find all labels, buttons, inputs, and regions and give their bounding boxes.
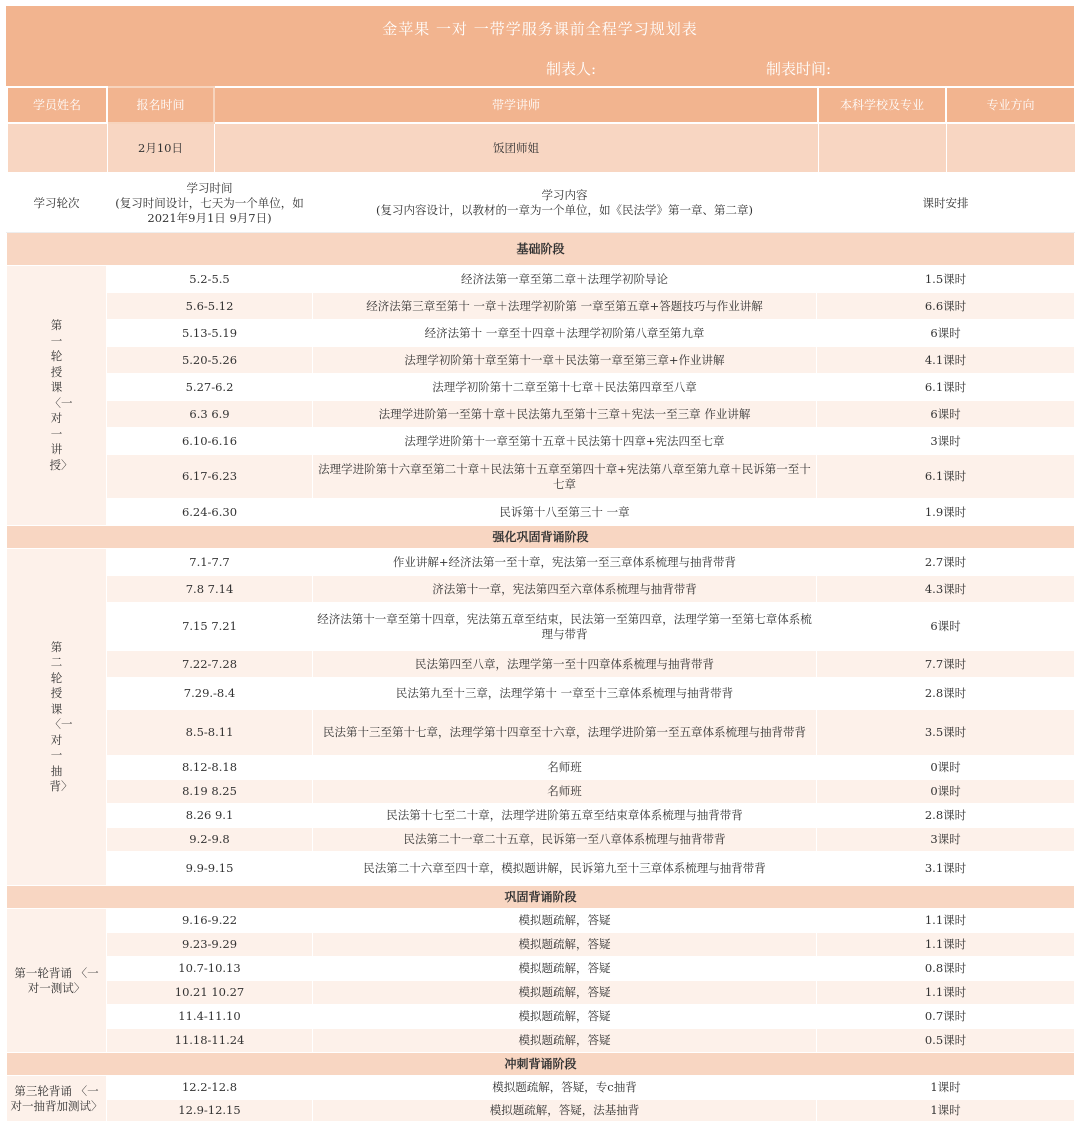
- hours-cell: 2.8课时: [817, 804, 1075, 828]
- title-banner: [6, 6, 1074, 86]
- content-cell: 经济法第十一章至第十四章，宪法第五章至结束，民法第一至第四章，法理学第一至第七章体系梳理与带背: [313, 603, 817, 651]
- content-header-title: 学习内容: [541, 188, 588, 202]
- hours-cell: 1.1课时: [817, 981, 1075, 1005]
- time-cell: 5.27-6.2: [107, 374, 313, 401]
- col-school-major: 本科学校及专业: [818, 87, 946, 123]
- table-row: [7, 401, 1075, 428]
- content-cell: 法理学初阶第十二章至第十七章＋民法第四章至八章: [313, 374, 817, 401]
- table-row: [7, 603, 1075, 651]
- hours-cell: 3.5课时: [817, 710, 1075, 756]
- table-row: [7, 293, 1075, 320]
- content-cell: 民法第十七至二十章，法理学进阶第五章至结束章体系梳理与抽背带背: [313, 804, 817, 828]
- col-student-name: 学员姓名: [7, 87, 107, 123]
- hours-header: 课时安排: [817, 174, 1075, 233]
- time-cell: 6.24-6.30: [107, 499, 313, 526]
- time-cell: 10.21 10.27: [107, 981, 313, 1005]
- maker-label: 制表人:: [546, 60, 597, 78]
- time-cell: 6.3 6.9: [107, 401, 313, 428]
- stage-row: [7, 886, 1075, 909]
- hours-cell: 0课时: [817, 780, 1075, 804]
- content-cell: 民诉第十八至第三十 一章: [313, 499, 817, 526]
- schedule-table: [6, 173, 1075, 1122]
- table-row: [7, 651, 1075, 678]
- hours-cell: 2.7课时: [817, 549, 1075, 576]
- time-cell: 5.13-5.19: [107, 320, 313, 347]
- time-cell: 11.18-11.24: [107, 1029, 313, 1053]
- table-row: [7, 852, 1075, 886]
- time-header-title: 学习时间: [186, 180, 233, 195]
- content-cell: 名师班: [313, 756, 817, 780]
- time-cell: 9.9-9.15: [107, 852, 313, 886]
- hours-cell: 0.8课时: [817, 957, 1075, 981]
- content-cell: 济法第十一章，宪法第四至六章体系梳理与抽背带背: [313, 576, 817, 603]
- table-row: [7, 1100, 1075, 1122]
- table-row: [7, 710, 1075, 756]
- enroll-date-cell[interactable]: 2月10日: [107, 123, 214, 173]
- round-cell: 第三轮背诵 〈一对一抽背加测试〉: [7, 1076, 107, 1122]
- time-cell: 7.22-7.28: [107, 651, 313, 678]
- hours-cell: 4.3课时: [817, 576, 1075, 603]
- content-header: [313, 174, 817, 233]
- col-direction: 专业方向: [946, 87, 1075, 123]
- content-cell: 模拟题疏解，答疑: [313, 933, 817, 957]
- schedule-header-row: [7, 174, 1075, 233]
- hours-cell: 1.1课时: [817, 933, 1075, 957]
- table-row: [7, 1076, 1075, 1100]
- time-label: 制表时间:: [766, 60, 832, 78]
- content-cell: 法理学进阶第十一章至第十五章＋民法第十四章+宪法四至七章: [313, 428, 817, 455]
- table-row: [7, 909, 1075, 933]
- stage-row: [7, 1053, 1075, 1076]
- table-row: [7, 455, 1075, 499]
- time-cell: 8.26 9.1: [107, 804, 313, 828]
- content-cell: 民法第十三至第十七章，法理学第十四章至十六章，法理学进阶第一至五章体系梳理与抽背带背: [313, 710, 817, 756]
- table-row: [7, 756, 1075, 780]
- time-cell: 5.20-5.26: [107, 347, 313, 374]
- content-cell: 民法第二十一章二十五章，民诉第一至八章体系梳理与抽背带背: [313, 828, 817, 852]
- table-row: [7, 266, 1075, 293]
- student-name-cell[interactable]: [7, 123, 107, 173]
- time-cell: 9.23-9.29: [107, 933, 313, 957]
- content-cell: 法理学初阶第十章至第十一章＋民法第一章至第三章+作业讲解: [313, 347, 817, 374]
- student-info-table: [6, 86, 1076, 173]
- time-cell: 9.16-9.22: [107, 909, 313, 933]
- hours-cell: 0.7课时: [817, 1005, 1075, 1029]
- round-cell: [7, 549, 107, 886]
- hours-cell: 1课时: [817, 1076, 1075, 1100]
- stage-row: [7, 233, 1075, 266]
- hours-cell: 7.7课时: [817, 651, 1075, 678]
- table-row: [7, 374, 1075, 401]
- table-row: [7, 549, 1075, 576]
- lecturer-cell[interactable]: 饭团师姐: [214, 123, 818, 173]
- content-cell: 民法第九至十三章，法理学第十 一章至十三章体系梳理与抽背带背: [313, 678, 817, 710]
- time-cell: 9.2-9.8: [107, 828, 313, 852]
- hours-cell: 6课时: [817, 401, 1075, 428]
- table-row: [7, 957, 1075, 981]
- table-row: [7, 347, 1075, 374]
- content-cell: 作业讲解+经济法第一至十章，宪法第一至三章体系梳理与抽背带背: [313, 549, 817, 576]
- hours-cell: 1课时: [817, 1100, 1075, 1122]
- time-cell: 7.1-7.7: [107, 549, 313, 576]
- content-cell: 模拟题疏解，答疑: [313, 909, 817, 933]
- hours-cell: 0.5课时: [817, 1029, 1075, 1053]
- content-cell: 经济法第一章至第二章＋法理学初阶导论: [313, 266, 817, 293]
- table-row: [7, 320, 1075, 347]
- hours-cell: 2.8课时: [817, 678, 1075, 710]
- hours-cell: 3课时: [817, 828, 1075, 852]
- table-row: [7, 780, 1075, 804]
- time-cell: 12.2-12.8: [107, 1076, 313, 1100]
- col-enroll-date: 报名时间: [107, 87, 214, 123]
- hours-cell: 1.1课时: [817, 909, 1075, 933]
- time-cell: 7.29.-8.4: [107, 678, 313, 710]
- content-cell: 经济法第十 一章至十四章＋法理学初阶第八章至第九章: [313, 320, 817, 347]
- hours-cell: 6课时: [817, 320, 1075, 347]
- table-row: [7, 1005, 1075, 1029]
- time-cell: 10.7-10.13: [107, 957, 313, 981]
- content-header-note: (复习内容设计，以教材的一章为一个单位，如《民法学》第一章、第二章): [376, 203, 753, 217]
- stage-title: 强化巩固背诵阶段: [7, 526, 1075, 549]
- time-cell: 5.2-5.5: [107, 266, 313, 293]
- round-header: 学习轮次: [7, 174, 107, 233]
- time-header-note: (复习时间设计，七天为一个单位，如2021年9月1日 9月7日): [115, 195, 304, 225]
- content-cell: 模拟题疏解，答疑: [313, 957, 817, 981]
- time-cell: 12.9-12.15: [107, 1100, 313, 1122]
- round-label: 第二轮授课〈一对一抽背〉: [49, 639, 73, 793]
- hours-cell: 6.1课时: [817, 455, 1075, 499]
- table-row: [7, 499, 1075, 526]
- hours-cell: 1.5课时: [817, 266, 1075, 293]
- table-row: [7, 828, 1075, 852]
- page-title: 金苹果 一对 一带学服务课前全程学习规划表: [382, 20, 698, 38]
- content-cell: 名师班: [313, 780, 817, 804]
- hours-cell: 6.1课时: [817, 374, 1075, 401]
- content-cell: 模拟题疏解，答疑，法基抽背: [313, 1100, 817, 1122]
- round-cell: 第一轮背诵 〈一对一测试〉: [7, 909, 107, 1053]
- content-cell: 法理学进阶第十六章至第二十章＋民法第十五章至第四十章+宪法第八章至第九章＋民诉第一至十七章: [313, 455, 817, 499]
- content-cell: 民法第四至八章，法理学第一至十四章体系梳理与抽背带背: [313, 651, 817, 678]
- content-cell: 模拟题疏解，答疑: [313, 1005, 817, 1029]
- hours-cell: 3.1课时: [817, 852, 1075, 886]
- table-row: [7, 1029, 1075, 1053]
- time-cell: 11.4-11.10: [107, 1005, 313, 1029]
- time-header: [107, 174, 313, 233]
- hours-cell: 1.9课时: [817, 499, 1075, 526]
- time-cell: 8.12-8.18: [107, 756, 313, 780]
- content-cell: 模拟题疏解，答疑: [313, 981, 817, 1005]
- time-cell: 8.19 8.25: [107, 780, 313, 804]
- stage-title: 冲刺背诵阶段: [7, 1053, 1075, 1076]
- hours-cell: 0课时: [817, 756, 1075, 780]
- time-cell: 8.5-8.11: [107, 710, 313, 756]
- content-cell: 模拟题疏解，答疑: [313, 1029, 817, 1053]
- round-cell: [7, 266, 107, 526]
- round-label: 第一轮授课〈一对一讲授〉: [49, 318, 73, 472]
- table-row: [7, 933, 1075, 957]
- table-row: [7, 981, 1075, 1005]
- stage-title: 巩固背诵阶段: [7, 886, 1075, 909]
- table-row: [7, 428, 1075, 455]
- stage-title: 基础阶段: [7, 233, 1075, 266]
- info-value-row: [7, 123, 1075, 173]
- content-cell: 模拟题疏解，答疑，专c抽背: [313, 1076, 817, 1100]
- school-major-cell[interactable]: [818, 123, 946, 173]
- time-cell: 7.8 7.14: [107, 576, 313, 603]
- hours-cell: 6.6课时: [817, 293, 1075, 320]
- col-lecturer: 带学讲师: [214, 87, 818, 123]
- table-row: [7, 804, 1075, 828]
- time-cell: 5.6-5.12: [107, 293, 313, 320]
- time-cell: 6.10-6.16: [107, 428, 313, 455]
- table-row: [7, 678, 1075, 710]
- time-cell: 6.17-6.23: [107, 455, 313, 499]
- hours-cell: 4.1课时: [817, 347, 1075, 374]
- info-header-row: [7, 87, 1075, 123]
- table-row: [7, 576, 1075, 603]
- content-cell: 法理学进阶第一至第十章＋民法第九至第十三章＋宪法一至三章 作业讲解: [313, 401, 817, 428]
- content-cell: 经济法第三章至第十 一章＋法理学初阶第 一章至第五章+答题技巧与作业讲解: [313, 293, 817, 320]
- hours-cell: 3课时: [817, 428, 1075, 455]
- direction-cell[interactable]: [946, 123, 1075, 173]
- stage-row: [7, 526, 1075, 549]
- content-cell: 民法第二十六章至四十章，模拟题讲解，民诉第九至十三章体系梳理与抽背带背: [313, 852, 817, 886]
- time-cell: 7.15 7.21: [107, 603, 313, 651]
- hours-cell: 6课时: [817, 603, 1075, 651]
